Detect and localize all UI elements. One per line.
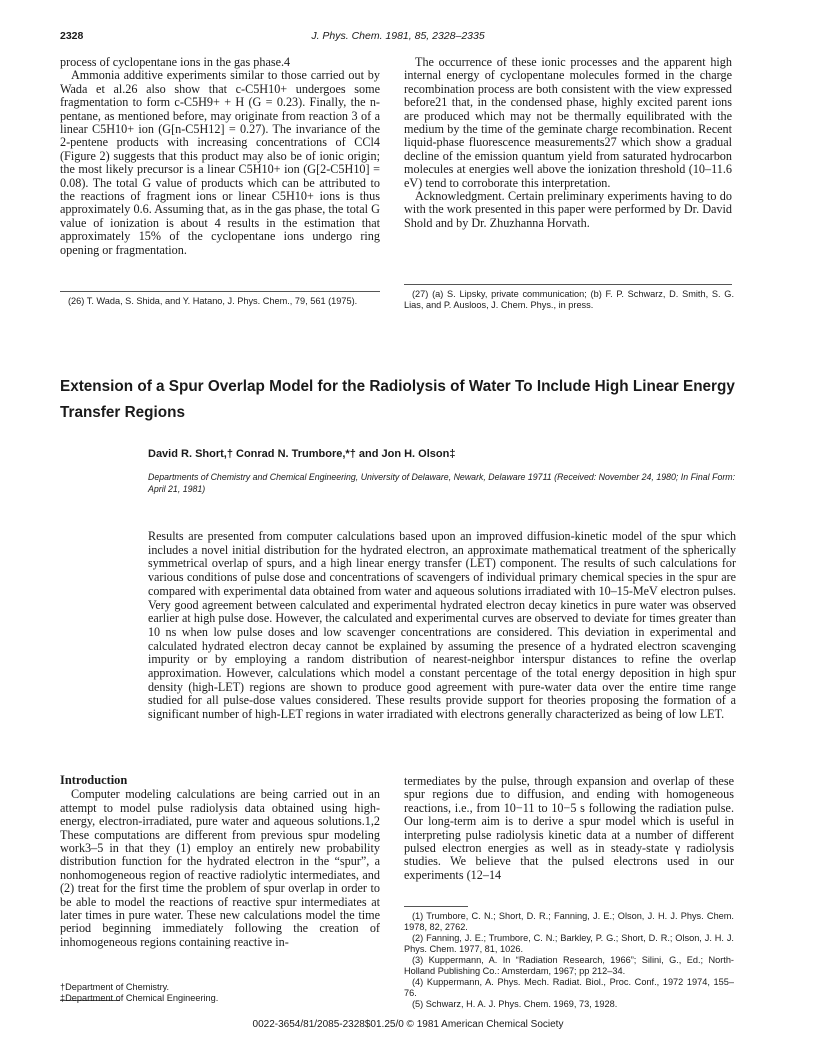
author-list: David R. Short,† Conrad N. Trumbore,*† and Jon H. Olson‡ xyxy=(148,448,456,460)
copyright-footer: 0022-3654/81/2085-2328$01.25/0 © 1981 American Chemical Society xyxy=(252,1019,564,1030)
previous-article-right-column xyxy=(404,56,732,230)
references-list xyxy=(404,911,734,1010)
footnote-dept-chemeng: ‡Department of Chemical Engineering. xyxy=(60,992,219,1003)
footnote-divider-left xyxy=(60,291,380,292)
article-title: Extension of a Spur Overlap Model for the Radiolysis of Water To Include High Linear Energy Transfer Regions xyxy=(60,378,735,421)
footnote-26 xyxy=(60,296,382,307)
journal-citation: J. Phys. Chem. 1981, 85, 2328–2335 xyxy=(311,30,485,42)
reference-item: (4) Kuppermann, A. Phys. Mech. Radiat. Biol., Proc. Conf., 1972 1974, 155–76. xyxy=(404,977,734,998)
paragraph: process of cyclopentane ions in the gas phase.4 xyxy=(60,55,291,69)
abstract: Results are presented from computer calculations based upon an improved diffusion-kinetic model of the spur which includes a novel initial distribution for the hydrated electron, an approximate mathematical treatment of the spherically symmetrical overlap of spurs, and a high linear energy transfer (LET) component. The results of such calculations for various conditions of pulse dose and concentrations of scavengers of individual primary chemical species in the spur are compared with experimental data obtained from water and aqueous solutions irradiated with 10–15-MeV electron pulses. Very good agreement between calculated and experimental hydrated electron decay kinetics in pure water was observed earlier at high pulse dose. However, the calculated and experimental curves are observed to deviate for times greater than 10 ns when low pulse doses and low scavenger concentrations are considered. This deviation in experimental and calculated hydrated electron decay cannot be explained by assuming the presence of a hydrated electron scavenging impurity or by employing a random distribution of nearest-neighbor interspur distances to refine the overlap approximation. However, calculations which model a constant percentage of the total energy deposition in high spur density (high-LET) regions are shown to produce good agreement with pure-water data over the entire time range studied for all pulse-dose values considered. These results provide support for theories proposing the formation of a significant number of high-LET regions in water irradiated with electrons generally characterized as being of low LET. xyxy=(148,529,736,722)
department-footnotes xyxy=(60,982,380,1004)
page-number: 2328 xyxy=(60,30,84,42)
footnote-divider-right xyxy=(404,284,732,285)
reference-item: (1) Trumbore, C. N.; Short, D. R.; Fanning, J. E.; Olson, J. H. J. Phys. Chem. 1978, 82, 2762. xyxy=(404,911,734,932)
reference-item: (5) Schwarz, H. A. J. Phys. Chem. 1969, 73, 1928. xyxy=(412,999,618,1009)
section-heading: Introduction xyxy=(60,773,128,787)
references-divider xyxy=(404,906,468,907)
introduction-left-column xyxy=(60,774,380,949)
previous-article-left-column xyxy=(60,56,380,257)
footnote-27 xyxy=(404,289,734,311)
paragraph: termediates by the pulse, through expansion and overlap of these spur regions due to diffusion, and ending with homogeneous reactions, i.e., from 10−11 to 10−5 s following the radiation pulse. Our long-term aim is to derive a spur model which is useful in interpreting pulse radiolysis kinetic data at a number of different pulsed electron energies as well as in steady-state γ radiolysis studies. We believe that the pulsed electrons used in our experiments (12–14 xyxy=(404,774,734,882)
paragraph: The occurrence of these ionic processes and the apparent high internal energy of cyclopentane molecules formed in the charge recombination process are both consistent with the view expressed before21 that, in the condensed phase, highly excited parent ions are produced which may not be thermally equilibrated with the medium by the time of the geminate charge recombination. Recent liquid-phase fluorescence measurements27 which show a gradual decline of the emission quantum yield from saturated hydrocarbon molecules at energies well above the ionization threshold (10–11.6 eV) tend to corroborate this interpretation. xyxy=(404,55,732,190)
acknowledgment: Acknowledgment. Certain preliminary experiments having to do with the work presented in this paper were performed by Dr. David Shold and by Dr. Zhuzhanna Horvath. xyxy=(404,189,732,230)
paragraph: Ammonia additive experiments similar to those carried out by Wada et al.26 also show that c-C5H10+ undergoes some fragmentation to form c-C5H9+ + H (G = 0.23). Finally, the n-pentane, as mentioned before, may originate from reaction 3 of a linear C5H10+ ion (G[n-C5H12] = 0.27). The invariance of the 2-pentene products with increasing concentrations of CCl4 (Figure 2) suggests that this product may also be of ionic origin; the most likely precursor is a linear C5H10+ ion (G[2-C5H10] = 0.08). The total G value of products which can be attributed to the reactions of fragment ions or linear C5H10+ ions is thus approximately 0.6. Assuming that, as in the gas phase, the total G value of ionization is about 4 results in the estimation that approximately 15% of the cyclopentane ions undergo ring opening or fragmentation. xyxy=(60,68,380,257)
reference-item: (2) Fanning, J. E.; Trumbore, C. N.; Barkley, P. G.; Short, D. R.; Olson, J. H. J. Phys. Chem. 1977, 81, 1026. xyxy=(404,933,734,954)
footnote-dept-chemistry: †Department of Chemistry. xyxy=(60,982,170,992)
footnote-text: (26) T. Wada, S. Shida, and Y. Hatano, J. Phys. Chem., 79, 561 (1975). xyxy=(68,296,358,306)
running-head xyxy=(60,30,736,46)
reference-item: (3) Kuppermann, A. In “Radiation Research, 1966”; Silini, G., Ed.; North-Holland Publishing Co.: Amsterdam, 1967; pp 212–34. xyxy=(404,955,734,976)
introduction-right-column xyxy=(404,775,734,882)
affiliation: Departments of Chemistry and Chemical Engineering, University of Delaware, Newark, Delaware 19711 (Received: November 24, 1980; In Final Form: April 21, 1981) xyxy=(148,472,736,494)
footnote-text: (27) (a) S. Lipsky, private communication; (b) F. P. Schwarz, D. Smith, S. G. Lias, and P. Ausloos, J. Chem. Phys., in press. xyxy=(404,289,734,310)
paragraph: Computer modeling calculations are being carried out in an attempt to model pulse radiolysis data obtained using high-energy, electron-irradiated, pure water and aqueous solutions.1,2 These computations are different from previous spur modeling work3–5 in that they (1) employ an entirely new probability distribution function for the hydrated electron in the “spur”, a nonhomogeneous region of reactive radiolytic intermediates, and (2) treat for the first time the problem of spur overlap in order to be able to model the reactions of reactive spur intermediates at later times in pure water. These new calculations model the time period beginning immediately following the creation of inhomogeneous regions containing reactive in- xyxy=(60,787,380,949)
